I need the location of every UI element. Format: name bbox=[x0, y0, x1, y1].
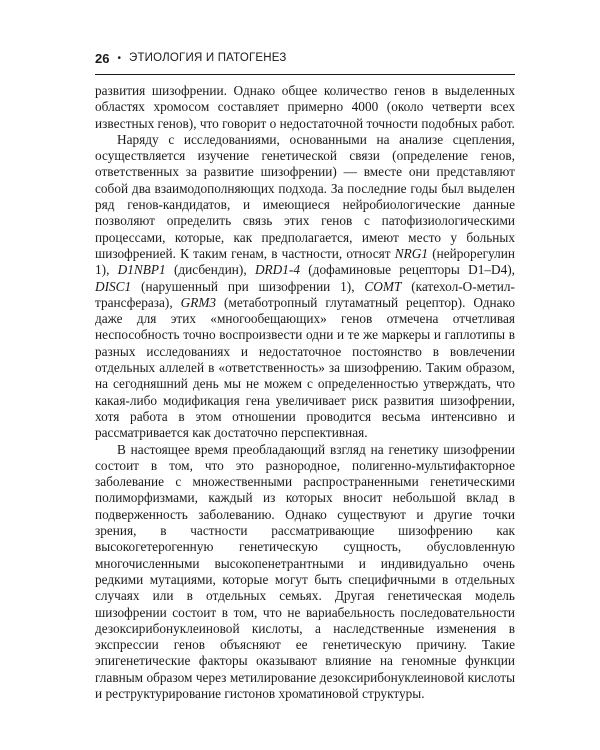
paragraph-1 bbox=[95, 83, 515, 132]
paragraph-text: В настоящее время преобладающий взгляд на генетику шизофрении состоит в том, что это разнородное, полигенно-мультифакторное заболевание с множественными распространенными генетическими полиморфизмами, каждый из которых вносит небольшой вклад в подверженность заболеванию. Однако существуют и другие точки зрения, в частности рассматривающие шизофрению как высокогетерогенную генетическую сущность, обусловленную многочисленными высокопенетрантными и индивидуально очень редкими мутациями, которые могут быть специфичными в отдельных случаях или в отдельных семьях. Другая генетическая модель шизофрении состоит в том, что не вариабельность последовательности дезоксирибонуклеиновой кислоты, а наследственные изменения в экспрессии генов объясняют ее генетическую причину. Такие эпигенетические факторы оказывают влияние на геномные функции главным образом через метилирование дезоксирибонуклеиновой кислоты и реструктурирование гистонов хроматиновой структуры. bbox=[95, 441, 515, 701]
bullet-separator: • bbox=[117, 52, 121, 64]
gene-name: COMT bbox=[364, 278, 402, 294]
section-title: ЭТИОЛОГИЯ И ПАТОГЕНЕЗ bbox=[128, 52, 287, 64]
book-page bbox=[95, 48, 515, 702]
gene-name: D1NBP1 bbox=[117, 262, 166, 278]
paragraph-text: (нарушенный при шизофрении 1), bbox=[131, 278, 365, 294]
paragraph-text: (нейрорегулин 1), bbox=[95, 245, 515, 278]
paragraph-text: (катехол-О-метил-трансфераза), bbox=[95, 278, 515, 310]
gene-name: DISC1 bbox=[95, 278, 132, 294]
running-head bbox=[95, 48, 515, 68]
gene-name: DRD1-4 bbox=[254, 262, 300, 278]
paragraph-text: (метаботропный глутаматный рецептор). Однако даже для этих «многообещающих» генов отмечена отчетливая неспособность точно воспроизвести одни и те же маркеры и гаплотипы в разных исследованиях и недостаточное постоянство в вовлечении отдельных аллелей в «ответственность» за шизофрению. Таким образом, на сегодняшний день мы не можем с определенностью утверждать, что какая-либо модификация гена увеличивает риск развития шизофрении, хотя работа в этом отношении проводится весьма интенсивно и рассматривается как достаточно перспективная. bbox=[95, 294, 515, 441]
header-rule bbox=[95, 74, 515, 75]
paragraph-text: развития шизофрении. Однако общее количество генов в выделенных областях хромосом составляет примерно 4000 (около четверти всех известных генов), что говорит о недостаточной точности подобных работ. bbox=[95, 83, 515, 131]
paragraph-3 bbox=[95, 442, 515, 703]
page-number: 26 bbox=[95, 50, 110, 66]
paragraph-text: (дофаминовые рецепторы D1–D4), bbox=[300, 262, 515, 278]
body-text bbox=[95, 83, 515, 702]
gene-name: GRM3 bbox=[180, 294, 217, 310]
paragraph-2 bbox=[95, 132, 515, 442]
paragraph-text: (дисбендин), bbox=[165, 262, 255, 278]
paragraph-text: Наряду с исследованиями, основанными на анализе сцепления, осуществляется изучение генетической связи (определение генов, ответственных за развитие шизофрении) — вместе они представляют собой два взаимодополняющих подхода. За последние годы был выделен ряд генов-кандидатов, и имеющиеся нейробиологические данные позволяют определить связь этих генов с патофизиологическими процессами, которые, как предполагается, имеют место у больных шизофренией. К таким генам, в частности, относят bbox=[95, 131, 515, 261]
gene-name: NRG1 bbox=[394, 245, 429, 261]
